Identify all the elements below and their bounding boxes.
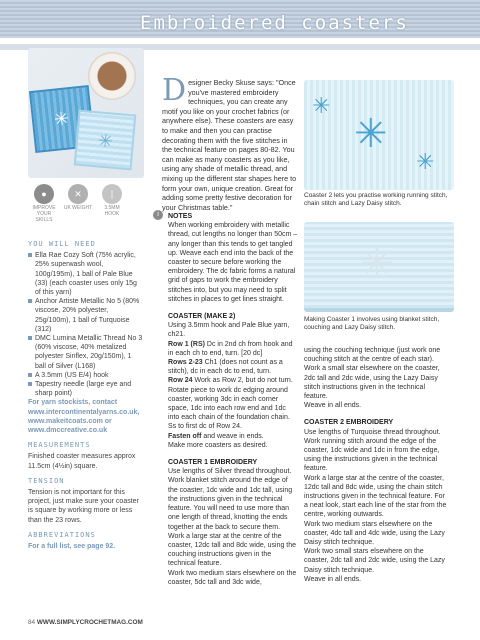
coaster-1-text: Use lengths of Silver thread throughout. Work blanket stitch around the edge of the coaster, 1dc wide and 1dc tall, using the instructions given in the technical feature. You will need to use more than one length of thread, knotting the ends together at the back to secure them.	[168, 468, 293, 531]
measurements-heading: MEASUREMENTS	[28, 441, 91, 450]
coaster-1-text-c: Work two medium stars elsewhere on the coaster, 5dc tall and 3dc wide,	[168, 569, 297, 586]
star-icon: ✳	[97, 130, 114, 152]
fasten-off: Fasten off and weave in ends.	[168, 432, 264, 440]
abbreviations-heading: ABBREVIATIONS	[28, 530, 96, 539]
coaster-2-photo	[304, 80, 454, 190]
yarn-ball-icon: ●	[34, 184, 54, 204]
cont-text-1: using the couching technique (just work one couching stitch at the centre of each star).	[304, 347, 441, 364]
notes-text: When working embroidery with metallic thread, cut lengths no longer than 50cm – any longer than this tends to get tangled up. Weave each end into the back of the coaster to secure before working the embroidery. The dc fabric forms a natural grid of gaps to work the embroidery stitches into, but you may need to split stitches in places to get lines straight.	[168, 222, 298, 303]
notes-heading: NOTES	[168, 213, 193, 220]
badge-label: UK WEIGHT	[63, 205, 93, 211]
you-will-need-heading: YOU WILL NEED	[28, 240, 96, 248]
coaster-2-text-e: Work two small stars elsewhere on the coaster, 2dc tall and 2dc wide, using the Lazy Daisy stitch technique.	[304, 548, 445, 574]
hook-icon: ∣	[102, 184, 122, 204]
coaster-heading: COASTER (MAKE 2)	[168, 313, 236, 321]
pattern-column	[168, 212, 298, 587]
badge-label: 3.5MM HOOK	[104, 205, 120, 217]
embroidery-column	[304, 346, 450, 584]
more-text: Make more coasters as desired.	[168, 441, 268, 449]
star-icon: ✳	[312, 93, 331, 118]
page-title: Embroidered coasters	[140, 12, 409, 34]
row-1: Row 1 (RS) Dc in 2nd ch from hook and in each ch to end, turn. [20 dc]	[168, 340, 293, 357]
intro-paragraph	[162, 73, 298, 212]
coaster-1-photo	[304, 222, 454, 312]
stockists-text: For yarn stockists, contact www.intercontinentalyarns.co.uk, www.makeitcoats.com or www.dmccreative.co.uk	[28, 399, 140, 435]
tension-text: Tension is not important for this project, just make sure your coaster is square by working more or less than the 23 rows.	[28, 489, 139, 524]
coaster-2-text: Use lengths of Turquoise thread throughout.	[304, 428, 441, 436]
rows-2-23: Rows 2-23 Ch1 (does not count as a stitch), dc in each dc to end, turn.	[168, 359, 283, 376]
abbreviations-text: For a full list, see page 92.	[28, 543, 116, 551]
list-item: A 3.5mm (US E/4) hook	[28, 371, 144, 380]
list-item: DMC Lumina Metallic Thread No 3 (60% viscose, 40% metalized polyester Sinflex, 20g/150m), 1 ball of Silver (L168)	[28, 334, 144, 371]
coaster-2-text-f: Weave in all ends.	[304, 575, 362, 583]
coaster-intro: Using 3.5mm hook and Pale Blue yarn, ch21.	[168, 322, 290, 339]
photo-caption: Making Coaster 1 involves using blanket stitch, couching and Lazy Daisy stitch.	[304, 316, 440, 332]
coasters-photo	[28, 48, 144, 178]
cont-text-3: Weave in all ends.	[304, 402, 362, 410]
sidebar	[28, 234, 144, 552]
coaster-2-text-c: Work a large star at the centre of the coaster, 12dc tall and 8dc wide, using the chain stitch instructions given in the technical feature. For a neat look, start each line of the star from the centre, working outwards.	[304, 474, 447, 519]
intro-text: esigner Becky Skuse says: "Once you've mastered embroidery techniques, you can create any motif you like on your crochet fabrics (or anywhere else). These coasters are easy to make and then you can practise decorating them with the five stitches in the technical feature on pages 80-82. You can make as many coasters as you like, using any shade of metallic thread, and mixing up the different star shapes here to form your own, unique creation. Great for adding some pretty festive decoration for your Christmas table."	[162, 78, 297, 212]
star-icon: ✳	[416, 149, 435, 174]
skill-badges	[28, 184, 128, 223]
photo-caption: Coaster 2 lets you practise working running stitch, chain stitch and Lazy Daisy stitch.	[304, 192, 448, 208]
coaster-2-text-b: Work running stitch around the edge of the coaster, 1dc wide and 1dc in from the edge, using the instructions given in the technical feature.	[304, 437, 440, 473]
list-item: Tapestry needle (large eye and sharp point)	[28, 380, 144, 398]
drop-cap: D	[162, 73, 187, 108]
coaster-1-text-b: Work a large star at the centre of the coaster, 12dc tall and 8dc wide, using the couching instructions given in the technical feature.	[168, 532, 297, 568]
badge-label: IMPROVE YOUR SKILLS	[32, 205, 56, 223]
star-icon: ✳	[52, 108, 71, 130]
tension-heading: TENSION	[28, 476, 65, 485]
row-24: Row 24 Work as Row 2, but do not turn. Rotate piece to work dc edging around coaster, working 3dc in each corner space, 1dc into each row end and 1dc into each chain of the foundation chain. Ss to first dc of Row 24.	[168, 377, 293, 431]
coaster-2-heading: COASTER 2 EMBROIDERY	[304, 419, 394, 427]
star-icon: ✳	[360, 242, 394, 286]
page-number: 84	[28, 619, 36, 626]
star-icon: ✳	[354, 112, 388, 156]
measurements-text: Finished coaster measures approx 11.5cm (4½in) square.	[28, 453, 136, 470]
coaster-1-heading: COASTER 1 EMBROIDERY	[168, 459, 258, 467]
teacup-image	[88, 52, 136, 100]
info-icon: i	[153, 210, 163, 220]
pale-coaster-image	[74, 110, 137, 171]
uk-flag-icon: ✕	[68, 184, 88, 204]
website-url: WWW.SIMPLYCROCHETMAG.COM	[36, 619, 143, 626]
coaster-2-text-d: Work two medium stars elsewhere on the coaster, 4dc tall and 4dc wide, using the Lazy Daisy stitch technique.	[304, 520, 445, 547]
cont-text-2: Work a small star elsewhere on the coaster, 2dc tall and 2dc wide, using the Lazy Daisy stitch instructions given in the technical feature.	[304, 365, 440, 401]
materials-list	[28, 251, 144, 398]
page-footer	[28, 619, 143, 626]
list-item: Ella Rae Cozy Soft (75% acrylic, 25% superwash wool, 100g/195m), 1 ball of Pale Blue (33) (each coaster uses only 15g of this yarn)	[28, 251, 144, 297]
list-item: Anchor Artiste Metallic No 5 (80% viscose, 20% polyester, 25g/100m), 1 ball of Turquoise (312)	[28, 297, 144, 334]
